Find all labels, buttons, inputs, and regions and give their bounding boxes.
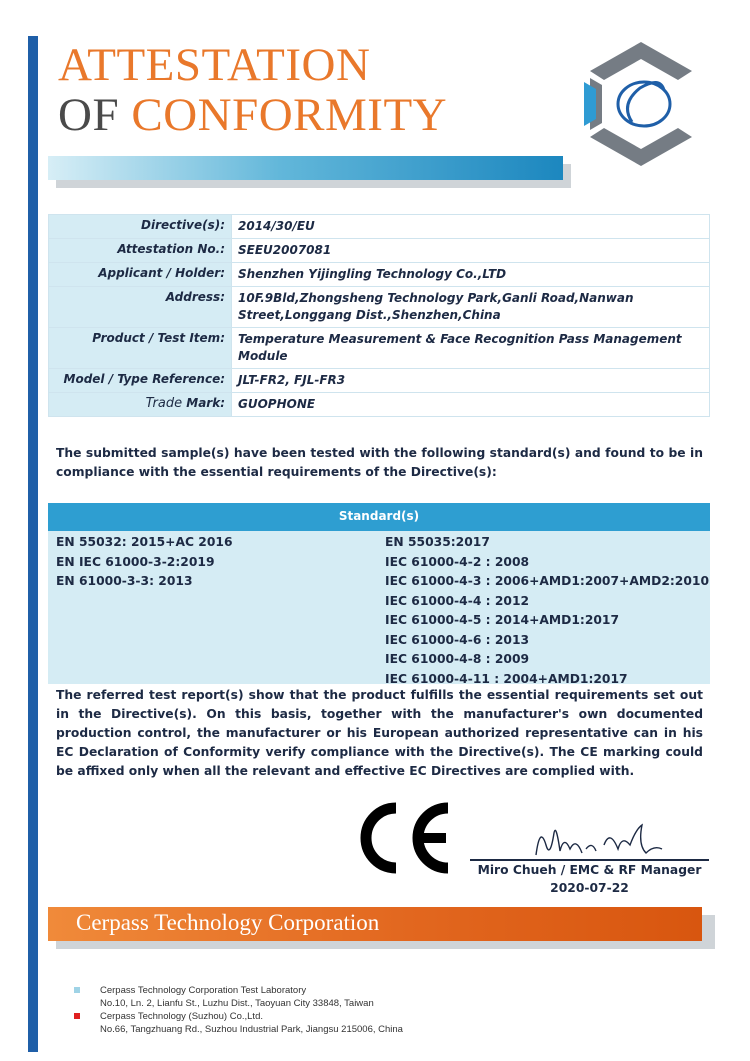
info-value: Shenzhen Yijingling Technology Co.,LTD — [232, 263, 710, 287]
standards-header: Standard(s) — [48, 503, 710, 531]
info-label — [49, 393, 232, 417]
standards-left-column — [56, 533, 233, 592]
bullet-square-icon — [74, 1013, 80, 1019]
cerpass-logo-icon — [580, 38, 702, 170]
info-value: SEEU2007081 — [232, 239, 710, 263]
ce-mark-icon — [354, 800, 454, 876]
lab1-name: Cerpass Technology Corporation Test Laboratory — [100, 985, 307, 996]
left-accent-bar — [28, 36, 38, 1052]
trade-word: Trade — [145, 396, 183, 411]
standard-item: IEC 61000-4-5 : 2014+AMD1:2017 — [385, 613, 620, 627]
standard-item: IEC 61000-4-3 : 2006+AMD1:2007+AMD2:2010 — [385, 574, 710, 588]
info-label: Address: — [49, 287, 232, 328]
standard-item: IEC 61000-4-8 : 2009 — [385, 652, 530, 666]
standard-item: IEC 61000-4-6 : 2013 — [385, 632, 530, 647]
standards-body — [48, 531, 710, 684]
info-row-address — [49, 287, 710, 328]
standard-item: IEC 61000-4-11 : 2004+AMD1:2017 — [385, 671, 628, 686]
info-label: Product / Test Item: — [49, 328, 232, 369]
standard-item: EN IEC 61000-3-2:2019 — [56, 554, 215, 569]
standard-item: IEC 61000-4-4 : 2012 — [385, 593, 530, 608]
manager-signature — [530, 815, 680, 863]
info-row-attestation-no — [49, 239, 710, 263]
info-label: Directive(s): — [49, 215, 232, 239]
mark-word: Mark: — [182, 396, 225, 410]
page-title — [58, 40, 447, 140]
footer-lab-2 — [74, 1010, 263, 1023]
info-value: JLT-FR2, FJL-FR3 — [232, 369, 710, 393]
title-of: OF — [58, 89, 120, 141]
signatory-name: Miro Chueh / EMC & RF Manager — [477, 863, 702, 877]
lab1-address: No.10, Ln. 2, Lianfu St., Luzhu Dist., Taoyuan City 33848, Taiwan — [100, 998, 374, 1009]
info-row-model — [49, 369, 710, 393]
standard-item: EN 61000-3-3: 2013 — [56, 574, 193, 588]
title-bar — [48, 156, 563, 180]
info-row-trademark — [49, 393, 710, 417]
title-line-1: ATTESTATION — [58, 39, 371, 91]
intro-paragraph: The submitted sample(s) have been tested with the following standard(s) and found to be in compliance with the essential requirements of the Directive(s): — [56, 446, 703, 479]
standard-item: EN 55032: 2015+AC 2016 — [56, 535, 233, 549]
conclusion-paragraph: The referred test report(s) show that the product fulfills the essential requirements set out in the Directive(s). On this basis, together with the manufacturer's own documented production control, the manufacturer or his European authorized representative can in his EC Declaration of Conformity verify compliance with the Directive(s). The CE marking could be affixed only when all the relevant and effective EC Directives are complied with. — [56, 688, 703, 778]
bullet-square-icon — [74, 987, 80, 993]
info-label: Attestation No.: — [49, 239, 232, 263]
info-value: GUOPHONE — [232, 393, 710, 417]
signature-date: 2020-07-22 — [550, 881, 629, 895]
info-row-directive — [49, 215, 710, 239]
info-row-applicant — [49, 263, 710, 287]
info-value: 10F.9Bld,Zhongsheng Technology Park,Ganli Road,Nanwan Street,Longgang Dist.,Shenzhen,China — [232, 287, 710, 328]
footer-lab-1 — [74, 984, 306, 997]
info-row-product — [49, 328, 710, 369]
standard-item: EN 55035:2017 — [385, 535, 490, 549]
lab2-name: Cerpass Technology (Suzhou) Co.,Ltd. — [100, 1011, 263, 1022]
info-value: Temperature Measurement & Face Recognition Pass Management Module — [232, 328, 710, 369]
info-label: Applicant / Holder: — [49, 263, 232, 287]
title-conformity: CONFORMITY — [131, 89, 448, 141]
attestation-info-table — [48, 214, 710, 417]
lab2-address: No.66, Tangzhuang Rd., Suzhou Industrial Park, Jiangsu 215006, China — [100, 1024, 403, 1035]
info-label: Model / Type Reference: — [49, 369, 232, 393]
info-value: 2014/30/EU — [232, 215, 710, 239]
standards-right-column — [385, 533, 709, 689]
standard-item: IEC 61000-4-2 : 2008 — [385, 554, 530, 569]
company-name: Cerpass Technology Corporation — [76, 910, 380, 935]
